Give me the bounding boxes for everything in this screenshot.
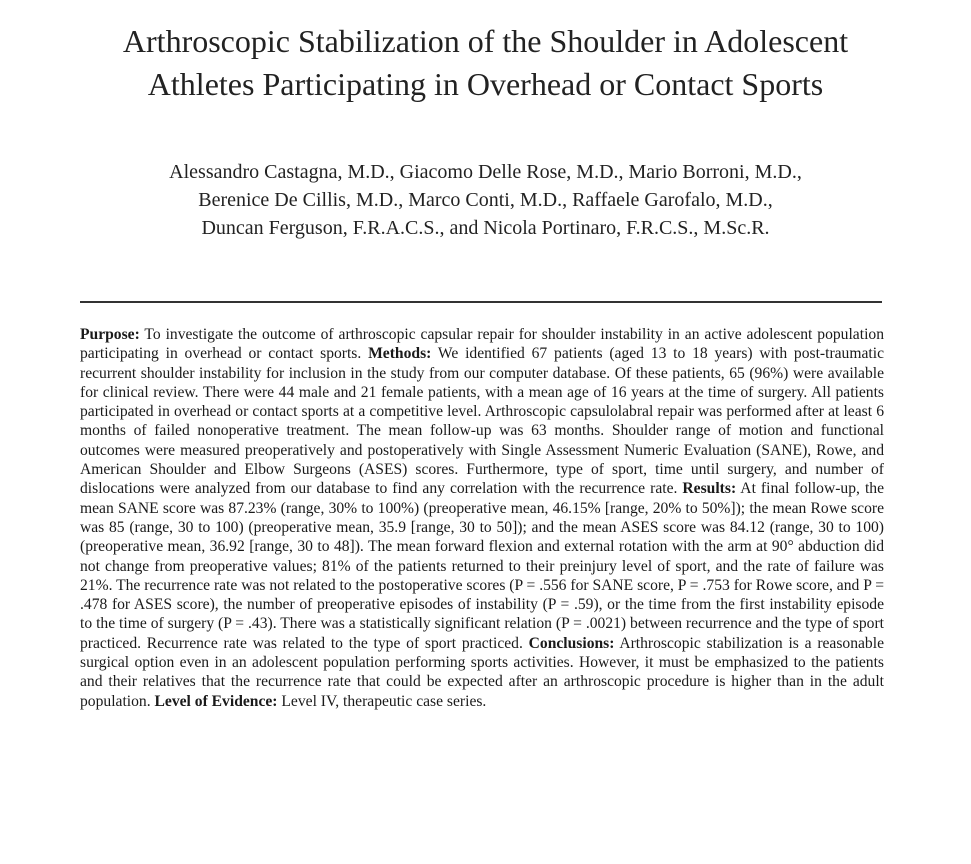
results-text: At final follow-up, the mean SANE score was 87.23% (range, 30% to 100%) (preoperative mean, 46.15% [range, 20% to 50%]); the mean Rowe score was 85 (range, 30 to 100) (preoperative mean, 35.9 [range, 30 to 50]); and the mean ASES score was 84.12 (range, 30 to 100) (preoperative mean, 36.92 [range, 30 to 48]). The mean forward flexion and external rotation with the arm at 90° abduction did not change from preoperative values; 81% of the patients returned to their preinjury level of sport, and the rate of failure was 21%. The recurrence rate was not related to the postoperative scores (P = .556 for SANE score, P = .753 for Rowe score, and P = .478 for ASES score), the number of preoperative episodes of instability (P = .59), or the time from the first instability episode to the time of surgery (P = .43). There was a statistically significant relation (P = .0021) between recurrence and the type of sport practiced. Recurrence rate was related to the type of sport practiced. (80, 480, 884, 652)
methods-label: Methods: (368, 345, 432, 363)
level-of-evidence-label: Level of Evidence: (154, 692, 278, 710)
level-of-evidence-text: Level IV, therapeutic case series. (277, 692, 487, 710)
purpose-label: Purpose: (80, 326, 140, 343)
authors-line-3: Duncan Ferguson, F.R.A.C.S., and Nicola Portinaro, F.R.C.S., M.Sc.R. (201, 217, 770, 239)
conclusions-text: Arthroscopic stabilization is a reasonable surgical option even in an adolescent population performing sports activities. However, it must be emphasized to the patients and their relatives that the recurrence rate that could be expected after an arthroscopic procedure is higher than in the adult population. (80, 634, 884, 710)
results-label: Results: (682, 480, 737, 498)
title-line-2: Athletes Participating in Overhead or Contact Sports (147, 66, 824, 102)
author-list (0, 158, 971, 242)
purpose-text: To investigate the outcome of arthroscopic capsular repair for shoulder instability in an active adolescent population participating in overhead or contact sports. (80, 326, 884, 363)
authors-line-2: Berenice De Cillis, M.D., Marco Conti, M.D., Raffaele Garofalo, M.D., (198, 189, 773, 211)
title-line-1: Arthroscopic Stabilization of the Shoulder in Adolescent (122, 23, 849, 59)
authors-line-1: Alessandro Castagna, M.D., Giacomo Delle Rose, M.D., Mario Borroni, M.D., (169, 161, 802, 183)
methods-text: We identified 67 patients (aged 13 to 18 years) with post-traumatic recurrent shoulder instability for inclusion in the study from our computer database. Of these patients, 65 (96%) were available for clinical review. There were 44 male and 21 female patients, with a mean age of 16 years at the time of surgery. All patients participated in overhead or contact sports at a competitive level. Arthroscopic capsulolabral repair was performed after at least 6 months of failed nonoperative treatment. The mean follow-up was 63 months. Shoulder range of motion and functional outcomes were measured preoperatively and postoperatively with Single Assessment Numeric Evaluation (SANE), Rowe, and American Shoulder and Elbow Surgeons (ASES) scores. Furthermore, type of sport, time until surgery, and number of dislocations were analyzed from our database to find any correlation with the recurrence rate. (80, 345, 884, 498)
abstract (80, 325, 884, 711)
paper-title (0, 20, 971, 106)
section-divider (80, 301, 882, 303)
conclusions-label: Conclusions: (528, 634, 615, 652)
